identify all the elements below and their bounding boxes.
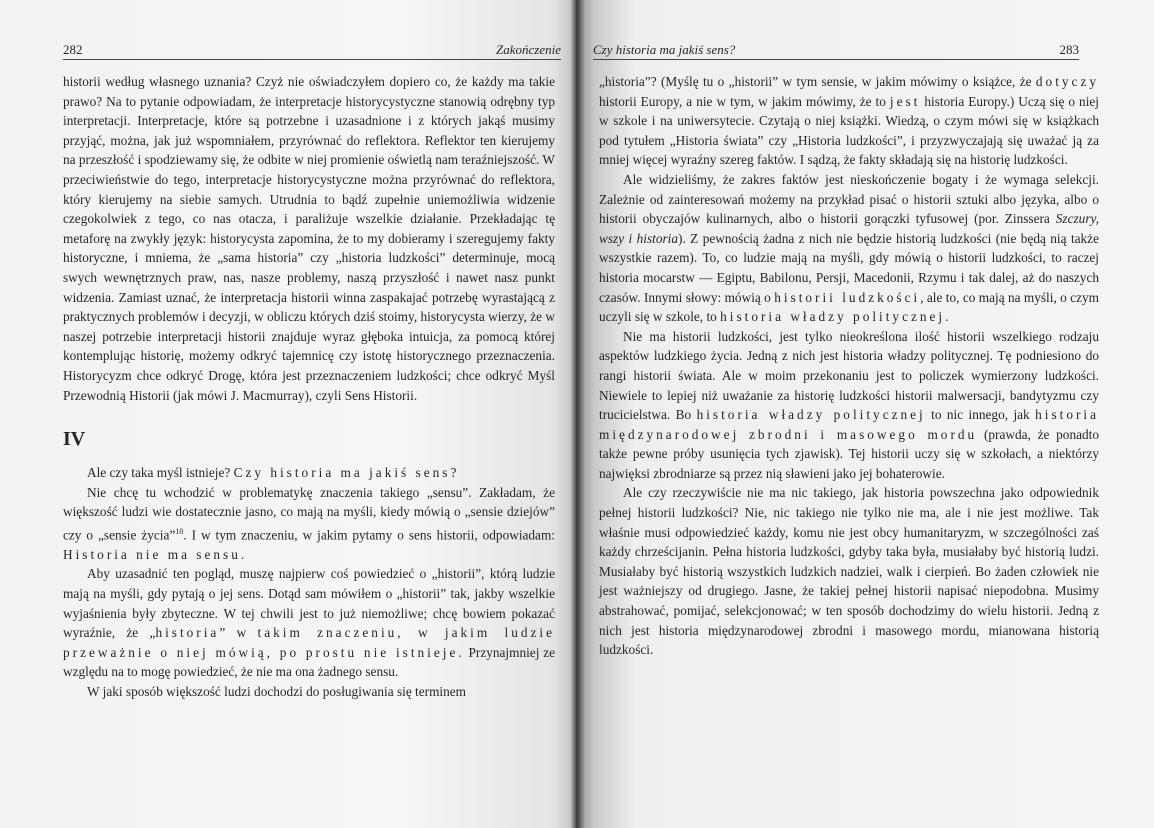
page-number: 282 [63, 42, 83, 57]
book-gutter [570, 0, 584, 828]
left-body-text [63, 72, 555, 702]
paragraph: Aby uzasadnić ten pogląd, muszę najpierw coś powiedzieć o „historii”, którą ludzie mają na myśli, gdy pytają o jej sens. Dotąd sam mówiłem o „historii” tak, jakby wszelkie wyjaśnienia były zbyteczne. W tej chwili jest to już niemożliwe; chcę bowiem pokazać wyraźnie, że „historia” w takim znaczeniu, w jakim ludzie przeważnie o niej mówią, po prostu nie istnieje. Przynajmniej ze względu na to mogę powiedzieć, że nie ma ona żadnego sensu. [63, 566, 555, 680]
spaced-emphasis: Czy historia ma jakiś sens? [233, 465, 460, 481]
paragraph: „historia”? (Myślę tu o „historii” w tym sensie, w jakim mówimy o książce, że dotyczy historii Europy, a nie w tym, w jakim mówimy, że to jest historia Europy.) Uczą się o niej w szkole i na uniwersytecie. Czytają o niej książki. Wiedzą, o czym mówi się w książkach pod tytułem „Historia świata” czy „Historia ludzkości”, i przyzwyczajają się uważać ją za mniej więcej wyraźny szereg faktów. I sądzą, że fakty składają się na historię ludzkości. [599, 74, 1099, 168]
running-head: Zakończenie [496, 42, 561, 57]
spaced-emphasis: historia międzynarodowej zbrodni i masowego mordu [599, 407, 1099, 442]
section-heading: IV [63, 428, 86, 451]
book-title: Szczury, wszy i historia [599, 211, 1099, 246]
paragraph: Ale widzieliśmy, że zakres faktów jest nieskończenie bogaty i że wymaga selekcji. Zależnie od zainteresowań możemy na przykład pisać o historii sztuki albo języka, albo o historii obyczajów kulinarnych, albo o historii gorączki tyfusowej (por. Zinssera Szczury, wszy i historia). Z pewnością żadna z nich nie będzie historią ludzkości (nie będą nią także wszystkie razem). To, co ludzie mają na myśli, gdy mówią o historii ludzkości, to raczej historia mocarstw — Egiptu, Babilonu, Persji, Macedonii, Rzymu i tak dalej, aż do naszych czasów. Innymi słowy: mówią o historii ludzkości, ale to, co mają na myśli, o czym uczyli się w szkole, to historia władzy politycznej. [599, 171, 1099, 325]
paragraph: historii według własnego uznania? Czyż nie oświadczyłem dopiero co, że każdy ma takie prawo? Na to pytanie odpowiadam, że interpretacje historycystyczne stanowią odrębny typ interpretacji. Interpretacje, które są potrzebne i uzasadnione i z których jakąś musimy przyjąć, można, jak już wspomniałem, przyrównać do reflektora. Reflektor ten kierujemy na przeszłość i spodziewamy się, że odbite w niej promienie oświetlą nam teraźniejszość. W przeciwieństwie do tego, interpretacje historycystyczne można przyrównać do reflektora, który kierujemy na siebie samych. Utrudnia to bądź zupełnie uniemożliwia widzenie czegokolwiek z tego, co nas otacza, i paraliżuje wszelkie działanie. Przekładając tę metaforę na zwykły język: historycysta zapomina, że to my dobieramy i szeregujemy fakty historyczne, i mniema, że „sama historia” czy „historia ludzkości” determinuje, mocą swych wewnętrznych praw, nas, nasze problemy, naszą przyszłość i nawet nasz punkt widzenia. Zamiast uznać, że interpretacja historii winna zaspakajać potrzebę wyrastającą z praktycznych problemów i decyzji, w obliczu których dziś stoimy, historycysta wierzy, że w naszej potrzebie interpretacji historii znajduje wyraz głęboka intuicja, za pomocą której kontemplując historię, możemy odkryć tajemnicę czy istotę historycznego przeznaczenia. Historycyzm chce odkryć Drogę, która jest przeznaczeniem ludzkości; chce odkryć Myśl Przewodnią Historii (jak mówi J. Macmurray), czyli Sens Historii. [63, 74, 555, 403]
paragraph: Nie chcę tu wchodzić w problematykę znaczenia takiego „sensu”. Zakładam, że większość ludzi wie dostatecznie jasno, co mają na myśli, kiedy mówią o „sensie dziejów” czy o „sensie życia”$^{10}$. I w tym znaczeniu, w jakim pytamy o sens historii, odpowiadam: Historia nie ma sensu. [63, 484, 556, 562]
right-body-text [599, 72, 1099, 660]
spaced-emphasis: Historia nie ma sensu. [63, 546, 248, 562]
paragraph: W jaki sposób większość ludzi dochodzi do posługiwania się terminem [87, 684, 467, 700]
spaced-emphasis: jest [889, 93, 921, 109]
spaced-emphasis: historia władzy politycznej. [720, 309, 952, 325]
page-number: 283 [1059, 42, 1079, 57]
spaced-emphasis: dotyczy [1035, 74, 1099, 89]
footnote-ref: 10 [175, 526, 184, 536]
paragraph: Nie ma historii ludzkości, jest tylko nieokreślona ilość historii wszelkiego rodzaju aspektów ludzkiego życia. Jedną z nich jest historia władzy politycznej. Tę podniesiono do rangi historii świata. Ale w moim przekonaniu jest to policzek wymierzony ludzkości. Niewiele to lepiej niż uważanie za historię ludzkości historii malwersacji, bandytyzmu czy trucicielstwa. Bo historia władzy politycznej to nic innego, jak historia międzynarodowej zbrodni i masowego mordu (prawda, że ponadto także pewne próby usunięcia tych zjawisk). Tej historii uczy się w szkołach, a niektórzy najwięksi zbrodniarze są przez nią sławieni jako jej bohaterowie. [599, 328, 1099, 481]
right-header [593, 42, 1079, 60]
spaced-emphasis: historia władzy politycznej [696, 407, 926, 423]
running-head: Czy historia ma jakiś sens? [593, 42, 736, 57]
spaced-emphasis: historia [155, 625, 220, 641]
left-header [63, 42, 561, 60]
right-page [577, 0, 1154, 828]
paragraph: Ale czy rzeczywiście nie ma nic takiego, jak historia powszechna jako odpowiednik pełnej historii ludzkości? Nie, nic takiego nie tylko nie ma, ale i nie jest możliwe. Tak właśnie musi odpowiedzieć każdy, komu nie jest obcy humanitaryzm, w szczególności zaś każdy chrześcijanin. Pełna historia ludzkości, gdyby taka była, musiałaby być historią ludzi. Musiałaby być historią wszystkich ludzkich nadziei, walk i cierpień. Bo żaden człowiek nie jest ważniejszy od drugiego. Jasne, że takiej pełnej historii napisać niepodobna. Musimy abstrahować, pomijać, selekcjonować; w ten sposób dochodzimy do wielu historii. Jedną z nich jest historia międzynarodowej zbrodni i masowego mordu, mianowana historią ludzkości. [599, 485, 1099, 658]
paragraph: Ale czy taka myśl istnieje? Czy historia ma jakiś sens? [87, 465, 460, 481]
spaced-emphasis: historii ludzkości [774, 289, 921, 305]
spaced-emphasis: takim znaczeniu, w jakim ludzie przeważnie o niej mówią, po prostu nie istnieje. [63, 625, 555, 660]
